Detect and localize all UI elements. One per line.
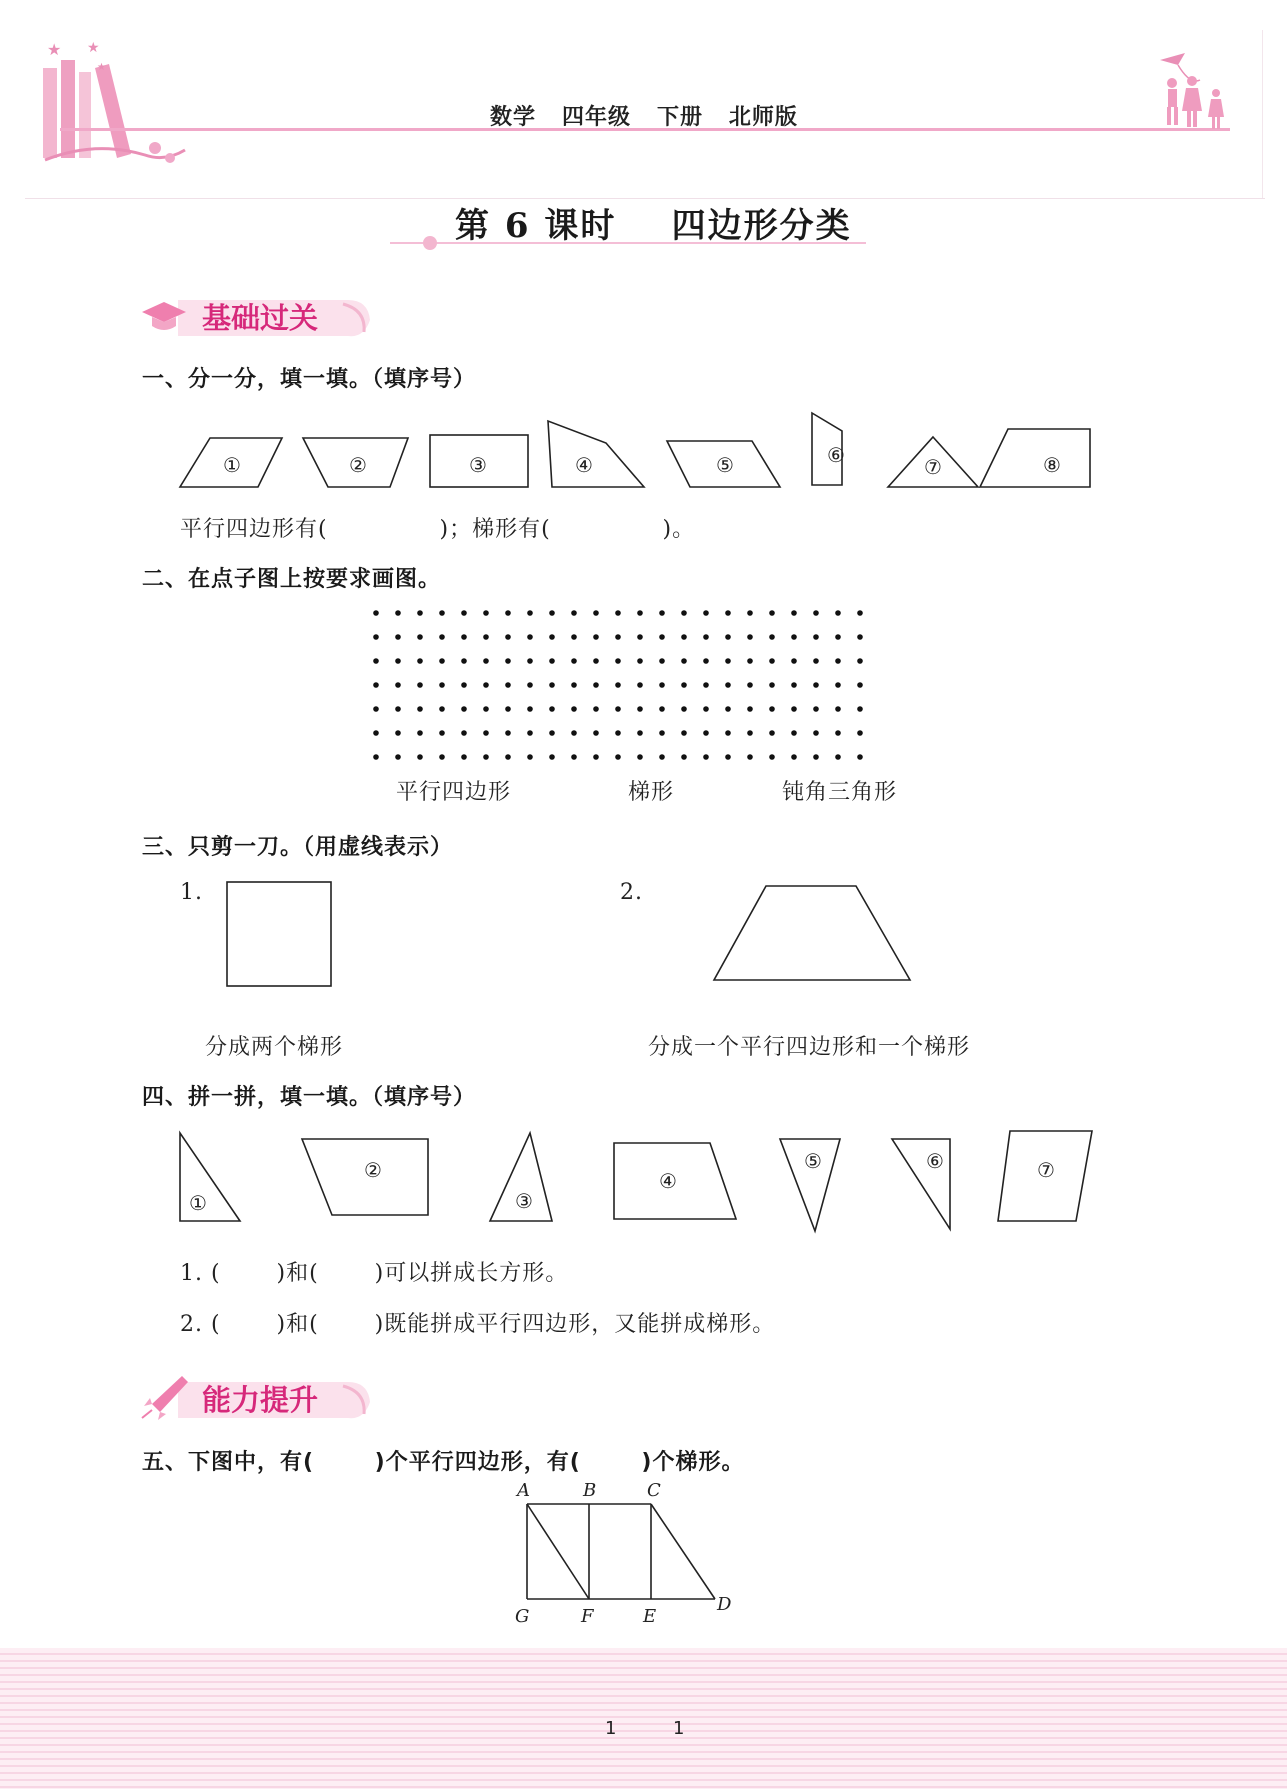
grid-dot[interactable] [857,634,863,640]
grid-dot[interactable] [505,706,511,712]
grid-dot[interactable] [505,658,511,664]
grid-dot[interactable] [857,754,863,760]
grid-dot[interactable] [593,634,599,640]
grid-dot[interactable] [461,634,467,640]
grid-dot[interactable] [571,634,577,640]
grid-dot[interactable] [505,610,511,616]
grid-dot[interactable] [835,610,841,616]
header-children-kite-decoration [1150,45,1240,135]
grid-dot[interactable] [571,706,577,712]
grid-dot[interactable] [791,658,797,664]
grid-dot[interactable] [857,610,863,616]
grid-dot[interactable] [857,682,863,688]
grid-dot[interactable] [637,634,643,640]
page-footer-stripes [0,1648,1287,1789]
q1-label-5: ⑤ [716,453,734,477]
grid-dot[interactable] [571,610,577,616]
grid-dot[interactable] [505,682,511,688]
q5-figure [505,1478,745,1628]
q1-label-4: ④ [575,453,593,477]
grid-dot[interactable] [835,634,841,640]
grid-dot[interactable] [615,730,621,736]
grid-dot[interactable] [615,706,621,712]
grid-dot[interactable] [527,754,533,760]
q1-label-7: ⑦ [924,455,942,479]
q5-point-e: E [643,1606,657,1627]
q4-shapes [170,1125,1110,1235]
grid-dot[interactable] [725,706,731,712]
grid-dot[interactable] [615,658,621,664]
grid-dot[interactable] [703,658,709,664]
header-book-decoration [35,30,205,190]
grid-dot[interactable] [747,682,753,688]
grid-dot[interactable] [769,658,775,664]
lesson-title: 第 6 课时 四边形分类 [455,206,852,246]
grid-dot[interactable] [571,754,577,760]
grid-dot[interactable] [637,730,643,736]
grid-dot[interactable] [373,610,379,616]
grid-dot[interactable] [703,706,709,712]
grid-dot[interactable] [747,730,753,736]
grid-dot[interactable] [725,658,731,664]
q5-point-f: F [581,1606,594,1627]
grid-dot[interactable] [637,706,643,712]
q1-shapes [170,405,1130,505]
grid-dot[interactable] [483,754,489,760]
grid-dot[interactable] [813,754,819,760]
q4-label-5: ⑤ [804,1149,822,1173]
header-side-rule [1262,30,1263,198]
grid-dot[interactable] [483,730,489,736]
grid-dot[interactable] [769,610,775,616]
q2-prompt: 二、在点子图上按要求画图。 [142,567,442,592]
q1-shape-8 [980,429,1090,487]
section-title-basic: 基础过关 [202,301,319,335]
grid-dot[interactable] [747,658,753,664]
grid-dot[interactable] [571,682,577,688]
grid-dot[interactable] [417,682,423,688]
grid-dot[interactable] [549,634,555,640]
grid-dot[interactable] [527,682,533,688]
q1-label-6: ⑥ [827,443,845,467]
grid-dot[interactable] [835,658,841,664]
grid-dot[interactable] [791,706,797,712]
q1-label-3: ③ [469,453,487,477]
grid-dot[interactable] [593,706,599,712]
grid-dot[interactable] [681,730,687,736]
grid-dot[interactable] [483,682,489,688]
svg-text:★: ★ [97,62,106,73]
grid-dot[interactable] [505,730,511,736]
q5-point-g: G [515,1606,530,1627]
grid-dot[interactable] [813,634,819,640]
grid-dot[interactable] [725,730,731,736]
q1-label-2: ② [349,453,367,477]
grid-dot[interactable] [659,730,665,736]
grid-dot[interactable] [549,706,555,712]
grid-dot[interactable] [439,730,445,736]
grid-dot[interactable] [659,682,665,688]
grid-dot[interactable] [769,754,775,760]
svg-text:★: ★ [87,40,100,56]
grid-dot[interactable] [791,610,797,616]
grid-dot[interactable] [659,658,665,664]
q3-item-2-caption: 分成一个平行四边形和一个梯形 [648,1035,971,1060]
grid-dot[interactable] [659,754,665,760]
header-subject: 数学 四年级 下册 北师版 [490,104,798,130]
q5-prompt[interactable]: 五、下图中，有( )个平行四边形，有( )个梯形。 [142,1450,745,1475]
grid-dot[interactable] [439,706,445,712]
grid-dot[interactable] [615,634,621,640]
grid-dot[interactable] [417,730,423,736]
grid-dot[interactable] [659,706,665,712]
q3-item-1-caption: 分成两个梯形 [205,1035,344,1060]
grid-dot[interactable] [417,754,423,760]
grid-dot[interactable] [373,682,379,688]
q1-shape-4 [548,421,644,487]
q3-prompt: 三、只剪一刀。（用虚线表示） [142,835,454,860]
grid-dot[interactable] [681,682,687,688]
grid-dot[interactable] [703,682,709,688]
page-header [0,0,1287,205]
grid-dot[interactable] [791,730,797,736]
q3-item-2-number: 2. [620,880,643,905]
q4-label-2: ② [364,1158,382,1182]
q4-line-2[interactable]: 2. ( )和( )既能拼成平行四边形，又能拼成梯形。 [180,1312,776,1337]
grid-dot[interactable] [527,658,533,664]
q4-label-6: ⑥ [926,1149,944,1173]
grid-dot[interactable] [857,658,863,664]
grid-dot[interactable] [505,634,511,640]
grid-dot[interactable] [637,610,643,616]
grid-dot[interactable] [857,730,863,736]
grid-dot[interactable] [373,634,379,640]
grid-dot[interactable] [813,730,819,736]
q2-label-obtuse-triangle: 钝角三角形 [782,780,898,805]
grid-dot[interactable] [439,658,445,664]
grid-dot[interactable] [769,706,775,712]
grid-dot[interactable] [461,706,467,712]
grid-dot[interactable] [725,634,731,640]
title-underline [390,236,890,250]
page-number-left: 1 [605,1718,617,1739]
grid-dot[interactable] [659,610,665,616]
q2-label-trapezoid: 梯形 [628,780,675,805]
q4-label-7: ⑦ [1037,1158,1055,1182]
grid-dot[interactable] [813,706,819,712]
grid-dot[interactable] [439,610,445,616]
grid-dot[interactable] [417,658,423,664]
grid-dot[interactable] [637,682,643,688]
grid-dot[interactable] [747,610,753,616]
grid-dot[interactable] [747,634,753,640]
q1-label-1: ① [223,453,241,477]
grid-dot[interactable] [681,706,687,712]
q4-prompt: 四、拼一拼，填一填。（填序号） [142,1085,477,1110]
q2-dot-grid[interactable] [370,605,930,765]
grid-dot[interactable] [461,610,467,616]
grid-dot[interactable] [769,634,775,640]
grid-dot[interactable] [593,682,599,688]
grid-dot[interactable] [791,754,797,760]
grid-dot[interactable] [549,754,555,760]
grid-dot[interactable] [527,730,533,736]
grid-dot[interactable] [461,682,467,688]
grid-dot[interactable] [439,682,445,688]
grid-dot[interactable] [373,706,379,712]
grid-dot[interactable] [483,634,489,640]
q4-line-1[interactable]: 1. ( )和( )可以拼成长方形。 [180,1261,569,1286]
grid-dot[interactable] [373,754,379,760]
grid-dot[interactable] [615,610,621,616]
grid-dot[interactable] [813,658,819,664]
grid-dot[interactable] [373,658,379,664]
grid-dot[interactable] [703,730,709,736]
grid-dot[interactable] [769,730,775,736]
q4-label-1: ① [189,1191,207,1215]
grid-dot[interactable] [527,706,533,712]
grid-dot[interactable] [395,682,401,688]
grid-dot[interactable] [835,754,841,760]
q5-point-c: C [647,1480,661,1501]
q1-label-8: ⑧ [1043,453,1061,477]
grid-dot[interactable] [813,610,819,616]
grid-dot[interactable] [725,754,731,760]
grid-dot[interactable] [769,682,775,688]
grid-dot[interactable] [395,658,401,664]
grid-dot[interactable] [681,634,687,640]
grid-dot[interactable] [395,706,401,712]
q3-square[interactable] [225,880,335,990]
grid-dot[interactable] [549,610,555,616]
grid-dot[interactable] [593,658,599,664]
grid-dot[interactable] [725,610,731,616]
grid-dot[interactable] [681,658,687,664]
grid-dot[interactable] [373,730,379,736]
grid-dot[interactable] [549,682,555,688]
grid-dot[interactable] [439,634,445,640]
q2-label-parallelogram: 平行四边形 [396,780,512,805]
grid-dot[interactable] [835,682,841,688]
q5-point-b: B [583,1480,597,1501]
grid-dot[interactable] [703,634,709,640]
grid-dot[interactable] [703,754,709,760]
grid-dot[interactable] [681,754,687,760]
grid-dot[interactable] [659,634,665,640]
q4-label-3: ③ [515,1189,533,1213]
grid-dot[interactable] [395,634,401,640]
grid-dot[interactable] [527,634,533,640]
q1-answer-line[interactable]: 平行四边形有( )；梯形有( )。 [180,517,696,542]
grid-dot[interactable] [483,658,489,664]
grid-dot[interactable] [835,706,841,712]
grid-dot[interactable] [791,682,797,688]
grid-dot[interactable] [461,658,467,664]
q3-trapezoid[interactable] [710,882,920,987]
svg-text:★: ★ [47,40,62,59]
grid-dot[interactable] [505,754,511,760]
grid-dot[interactable] [461,730,467,736]
grid-dot[interactable] [439,754,445,760]
page-number-right: 1 [673,1718,685,1739]
grid-dot[interactable] [395,754,401,760]
grid-dot[interactable] [637,658,643,664]
grid-dot[interactable] [571,730,577,736]
grid-dot[interactable] [725,682,731,688]
grid-dot[interactable] [791,634,797,640]
grid-dot[interactable] [747,754,753,760]
grid-dot[interactable] [527,610,533,616]
grid-dot[interactable] [483,706,489,712]
q5-point-a: A [517,1480,530,1501]
grid-dot[interactable] [571,658,577,664]
grid-dot[interactable] [417,634,423,640]
grid-dot[interactable] [593,730,599,736]
grid-dot[interactable] [549,658,555,664]
grid-dot[interactable] [549,730,555,736]
grid-dot[interactable] [857,706,863,712]
grid-dot[interactable] [417,706,423,712]
grid-dot[interactable] [615,754,621,760]
grid-dot[interactable] [417,610,423,616]
q4-label-4: ④ [659,1169,677,1193]
grid-dot[interactable] [681,610,687,616]
grid-dot[interactable] [835,730,841,736]
grid-dot[interactable] [813,682,819,688]
grid-dot[interactable] [747,706,753,712]
grid-dot[interactable] [637,754,643,760]
grid-dot[interactable] [593,610,599,616]
grid-dot[interactable] [615,682,621,688]
q3-item-1-number: 1. [180,880,203,905]
grid-dot[interactable] [593,754,599,760]
grid-dot[interactable] [483,610,489,616]
q5-point-d: D [717,1594,732,1615]
grid-dot[interactable] [461,754,467,760]
section-title-advanced: 能力提升 [202,1383,319,1417]
grid-dot[interactable] [395,610,401,616]
grid-dot[interactable] [395,730,401,736]
q1-prompt: 一、分一分，填一填。（填序号） [142,367,477,392]
grid-dot[interactable] [703,610,709,616]
